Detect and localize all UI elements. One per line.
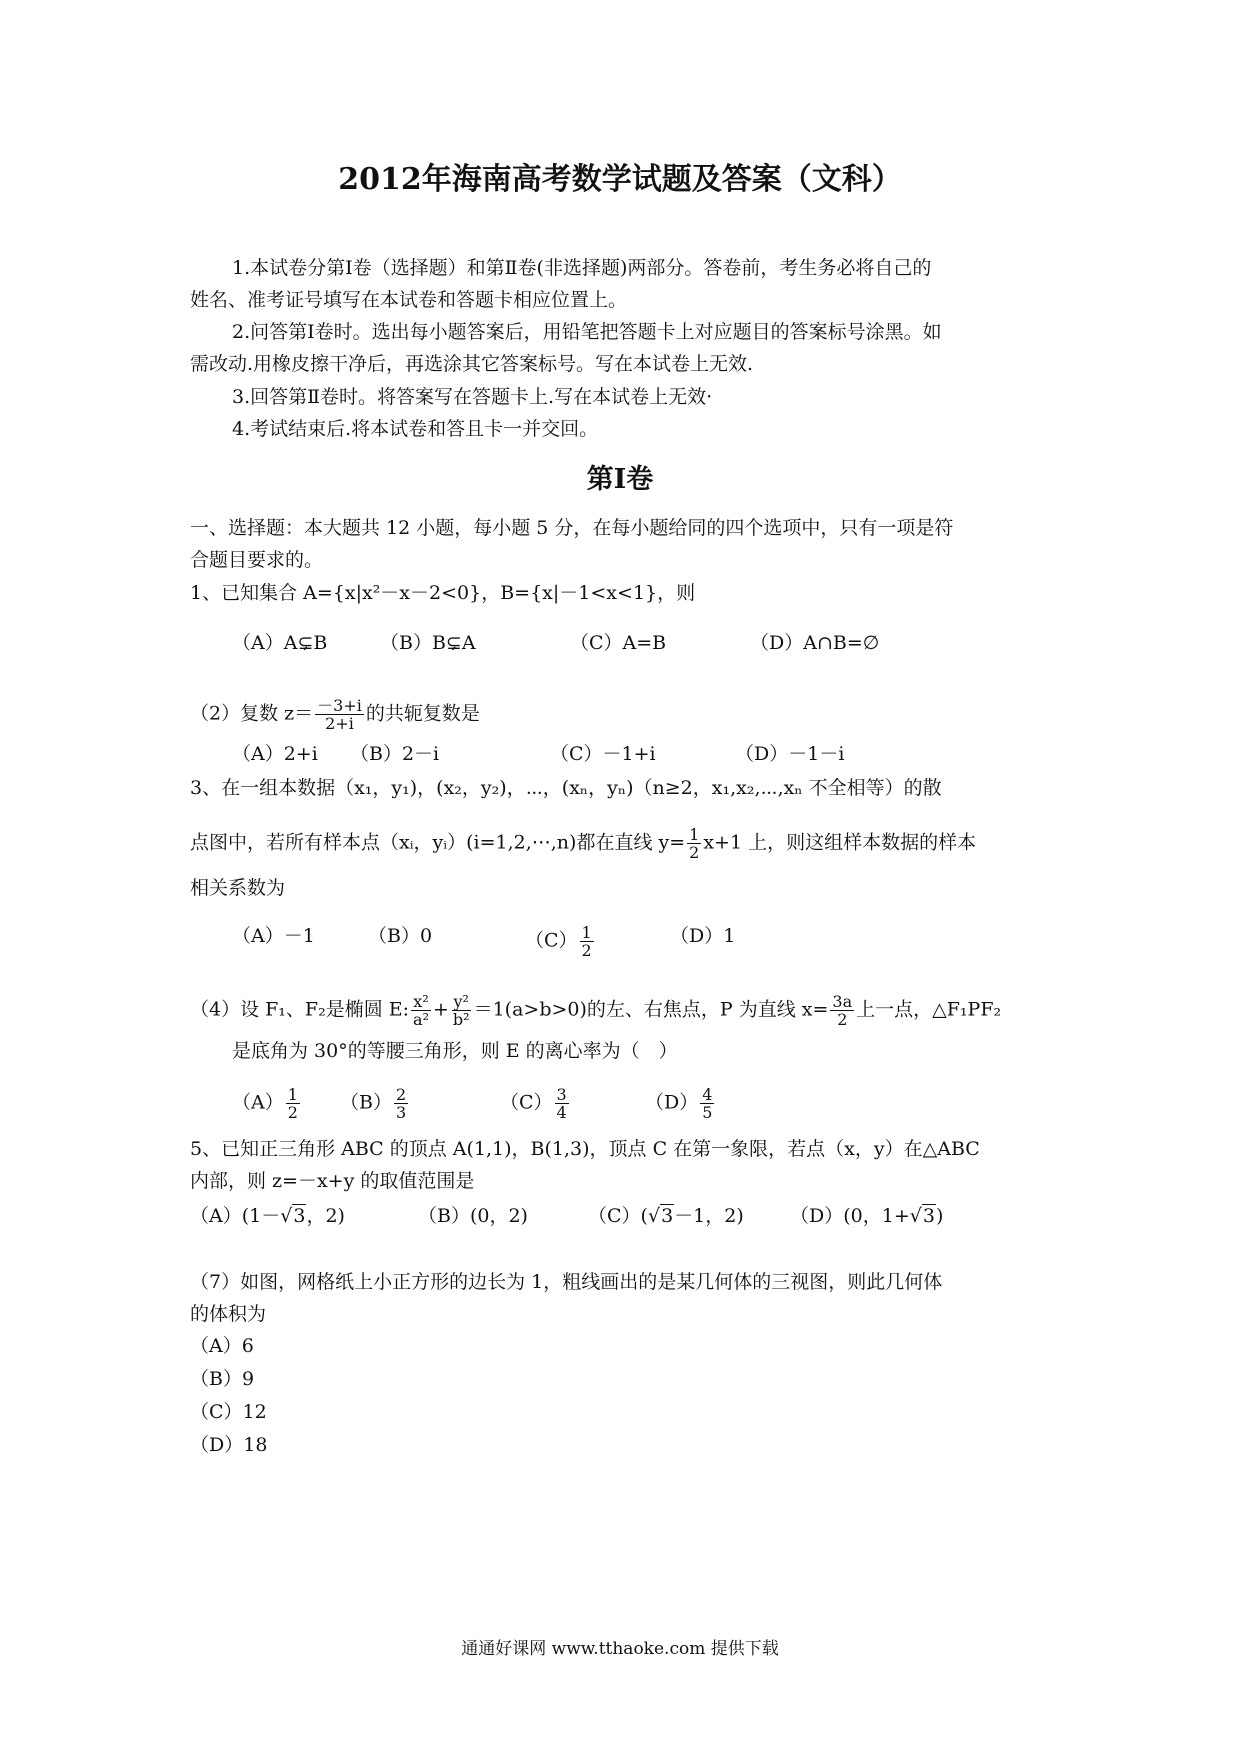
question-3-line-denominator: 2: [689, 843, 700, 862]
question-5-option-c-post: －1，2): [674, 1205, 744, 1227]
question-4-fraction-y: [451, 993, 472, 1028]
question-5-option-c-pre: （C）(: [588, 1205, 648, 1227]
question-4-fraction-y-numerator: y²: [453, 992, 469, 1011]
question-4-option-b-denominator: 3: [395, 1103, 407, 1122]
question-4-post: 上一点，△F₁PF₂: [856, 998, 1002, 1021]
question-4-option-d-fraction: [700, 1086, 714, 1121]
instruction-line-3: 2.问答第Ⅰ卷时。选出每小题答案后，用铅笔把答题卡上对应题目的答案标号涂黑。如: [232, 321, 942, 343]
question-5-option-d-radicand: 3: [922, 1205, 935, 1227]
question-4-option-c: [500, 1086, 571, 1121]
question-4-plus: +: [433, 998, 449, 1021]
question-4-option-b: [340, 1086, 410, 1121]
question-5-line-1: 5、已知正三角形 ABC 的顶点 A(1,1)，B(1,3)，顶点 C 在第一象限，若点（x，y）在△ABC: [190, 1138, 980, 1160]
sqrt-sign-icon: √3: [647, 1205, 674, 1227]
page-footer: 通通好课网 www.tthaoke.com 提供下载: [461, 1639, 779, 1659]
question-2-stem-pre: （2）复数 z＝: [190, 702, 314, 725]
instruction-line-4: 需改动.用橡皮擦干净后，再选涂其它答案标号。写在本试卷上无效.: [190, 353, 754, 375]
question-5-option-a: [190, 1204, 345, 1228]
question-3-option-c-fraction: [580, 924, 594, 959]
question-5-option-a-pre: （A）(1－: [190, 1205, 281, 1227]
question-5-option-b: （B）(0，2): [418, 1205, 528, 1227]
question-4-option-d-label: （D）: [645, 1091, 699, 1114]
question-4-option-b-label: （B）: [340, 1091, 392, 1114]
question-7-line-2: 的体积为: [190, 1303, 267, 1325]
question-5-option-a-post: ，2): [306, 1205, 345, 1227]
question-4-fraction-line-numerator: 3a: [832, 992, 853, 1011]
question-4-option-a-fraction: [286, 1086, 300, 1121]
question-4-option-d-numerator: 4: [702, 1085, 713, 1104]
question-7-option-d: （D）18: [190, 1434, 268, 1456]
question-5-option-c-radicand: 3: [661, 1205, 674, 1227]
question-4-option-c-numerator: 3: [556, 1085, 567, 1104]
question-5-option-d: [790, 1204, 943, 1228]
question-4-pre: （4）设 F₁、F₂是椭圆 E:: [190, 998, 410, 1021]
question-3-line-2: [190, 826, 976, 861]
question-3-line-2-post: x+1 上，则这组样本数据的样本: [703, 831, 977, 854]
question-5-option-d-post: ): [935, 1205, 944, 1227]
question-7-option-a: （A）6: [190, 1335, 254, 1357]
question-4-fraction-x: [411, 993, 431, 1028]
instruction-line-1: 1.本试卷分第Ⅰ卷（选择题）和第Ⅱ卷(非选择题)两部分。答卷前，考生务必将自己的: [232, 257, 932, 279]
question-1-option-b: （B）B⊊A: [380, 632, 476, 654]
question-4-fraction-line-denominator: 2: [837, 1010, 848, 1029]
question-4-option-c-denominator: 4: [556, 1103, 567, 1122]
question-1-option-a: （A）A⊊B: [232, 632, 328, 654]
question-2-option-b: （B）2－i: [350, 743, 440, 765]
question-3-line-3: 相关系数为: [190, 877, 286, 899]
sqrt-sign-icon: √3: [280, 1205, 306, 1227]
question-4-fraction-x-denominator: a²: [413, 1010, 429, 1029]
part-intro-line-1: 一、选择题：本大题共 12 小题，每小题 5 分，在每小题给同的四个选项中，只有一项是符: [190, 517, 954, 539]
question-3-option-c-label: （C）: [525, 929, 578, 952]
question-7-option-c: （C）12: [190, 1401, 267, 1423]
question-4-mid: ＝1(a>b>0)的左、右焦点，P 为直线 x=: [473, 998, 829, 1021]
question-4-option-c-fraction: [555, 1086, 569, 1121]
question-2-fraction: [315, 697, 364, 732]
question-4-option-c-label: （C）: [500, 1091, 553, 1114]
question-4-option-a-label: （A）: [232, 1091, 284, 1114]
question-2-stem: [190, 697, 480, 732]
question-4-option-b-fraction: [394, 1086, 408, 1121]
question-3-option-d: （D）1: [670, 925, 736, 947]
question-4-line-1: [190, 993, 1001, 1028]
instruction-line-2: 姓名、准考证号填写在本试卷和答题卡相应位置上。: [190, 289, 628, 311]
question-4-option-d: [645, 1086, 716, 1121]
question-4-line-2: 是底角为 30°的等腰三角形，则 E 的离心率为（ ）: [232, 1040, 678, 1062]
instruction-line-5: 3.回答第Ⅱ卷时。将答案写在答题卡上.写在本试卷上无效·: [232, 386, 713, 408]
question-2-denominator: 2+i: [325, 714, 354, 733]
question-3-option-c-denominator: 2: [581, 941, 592, 960]
question-3-line-1: 3、在一组本数据（x₁，y₁)，(x₂，y₂)，⋯，(xₙ，yₙ)（n≥2，x₁,x₂,⋯,xₙ 不全相等）的散: [190, 777, 942, 799]
question-3-option-a: （A）－1: [232, 925, 315, 947]
part-intro-line-2: 合题目要求的。: [190, 549, 324, 571]
page-title: 2012年海南高考数学试题及答案（文科）: [338, 162, 902, 197]
question-5-option-d-pre: （D）(0，1+: [790, 1205, 910, 1227]
question-5-line-2: 内部，则 z=－x+y 的取值范围是: [190, 1170, 475, 1192]
question-2-option-c: （C）－1+i: [550, 743, 656, 765]
question-2-option-a: （A）2+i: [232, 743, 318, 765]
sqrt-sign-icon: √3: [909, 1205, 935, 1227]
question-3-line-fraction: [687, 826, 701, 861]
instruction-line-6: 4.考试结束后.将本试卷和答且卡一并交回。: [232, 418, 599, 440]
question-2-stem-post: 的共轭复数是: [365, 702, 480, 725]
question-4-option-a-denominator: 2: [287, 1103, 298, 1122]
question-1-option-c: （C）A=B: [570, 632, 667, 654]
section-heading: 第Ⅰ卷: [586, 464, 654, 495]
question-2-option-d: （D）－1－i: [735, 743, 845, 765]
question-1-stem: 1、已知集合 A={x|x²－x－2<0}，B={x|－1<x<1}，则: [190, 582, 696, 604]
question-5-option-a-radicand: 3: [293, 1205, 306, 1227]
question-4-option-a: [232, 1086, 302, 1121]
question-3-option-c: [525, 924, 596, 959]
question-3-option-b: （B）0: [368, 925, 433, 947]
question-5-option-c: [588, 1204, 744, 1228]
question-4-option-a-numerator: 1: [287, 1085, 298, 1104]
question-4-option-b-numerator: 2: [395, 1085, 407, 1104]
question-1-option-d: （D）A∩B=∅: [750, 632, 880, 654]
question-4-option-d-denominator: 5: [702, 1103, 713, 1122]
question-4-fraction-line: [830, 993, 854, 1028]
question-4-fraction-y-denominator: b²: [452, 1010, 470, 1029]
question-4-fraction-x-numerator: x²: [413, 992, 429, 1011]
question-3-option-c-numerator: 1: [581, 923, 592, 942]
question-2-numerator: －3+i: [317, 696, 362, 715]
question-3-line-2-pre: 点图中，若所有样本点（xᵢ，yᵢ）(i=1,2,⋯,n)都在直线 y=: [190, 831, 686, 854]
question-3-line-numerator: 1: [689, 825, 700, 844]
question-7-option-b: （B）9: [190, 1368, 255, 1390]
question-7-line-1: （7）如图，网格纸上小正方形的边长为 1，粗线画出的是某几何体的三视图，则此几何体: [190, 1271, 943, 1293]
